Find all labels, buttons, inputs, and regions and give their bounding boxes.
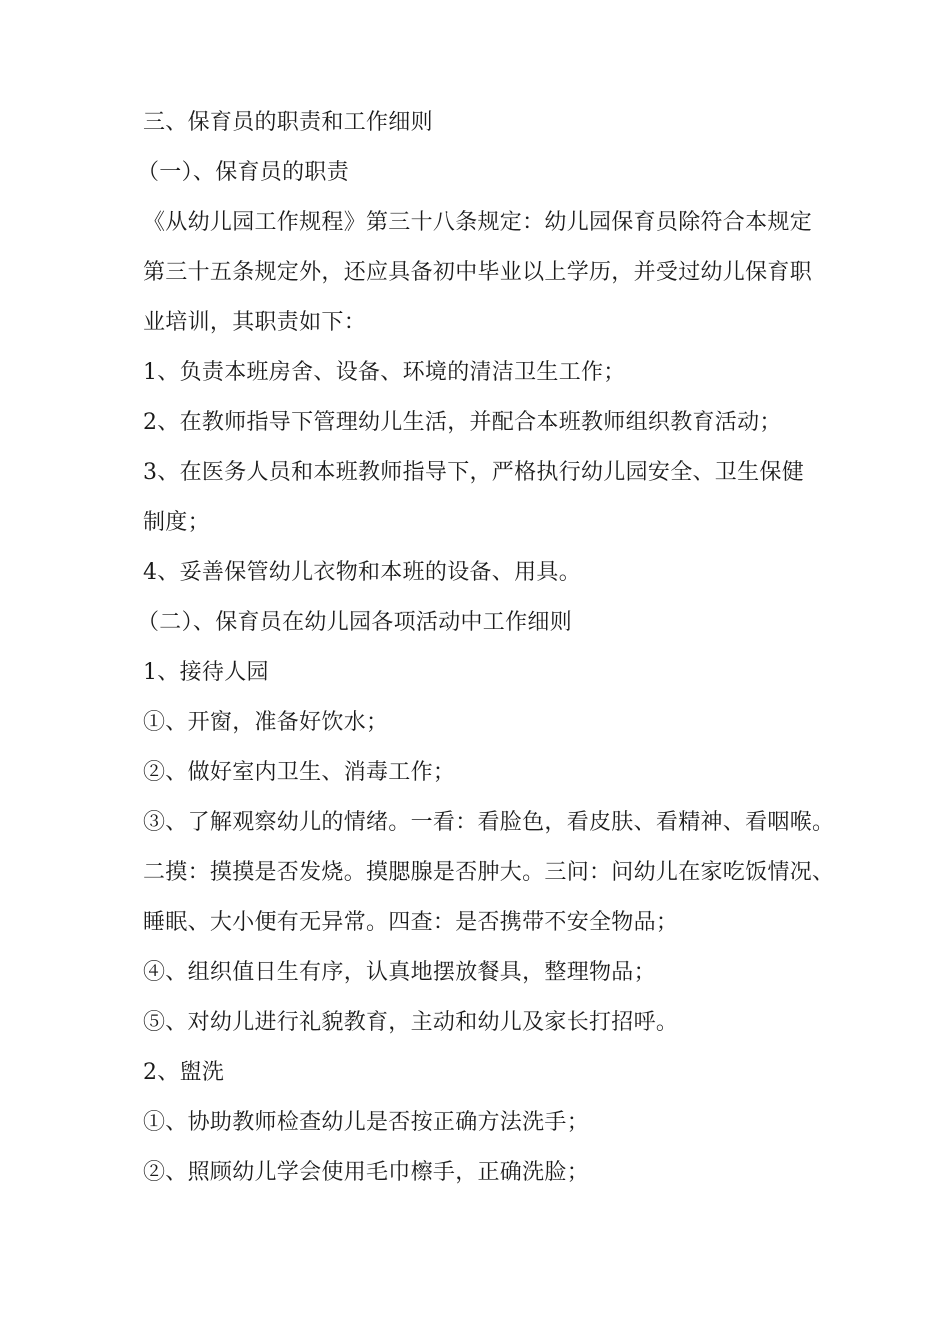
- subsection-heading: （二）、保育员在幼儿园各项活动中工作细则: [137, 610, 573, 635]
- sub-list-item: ①、协助教师检查幼儿是否按正确方法洗手；: [143, 1110, 590, 1135]
- sub-list-item: ②、做好室内卫生、消毒工作；: [143, 760, 456, 785]
- list-item: 4、妥善保管幼儿衣物和本班的设备、用具。: [143, 560, 581, 585]
- list-item: 2、在教师指导下管理幼儿生活，并配合本班教师组织教育活动；: [143, 410, 782, 435]
- paragraph-line: 业培训，其职责如下：: [143, 310, 367, 335]
- sub-list-item: ③、了解观察幼儿的情绪。一看：看脸色，看皮肤、看精神、看咽喉。: [143, 810, 835, 835]
- sub-list-item: ④、组织值日生有序，认真地摆放餐具，整理物品；: [143, 960, 656, 985]
- paragraph-line: 二摸：摸摸是否发烧。摸腮腺是否肿大。三问：问幼儿在家吃饭情况、: [143, 860, 835, 885]
- list-item: 1、负责本班房舍、设备、环境的清洁卫生工作；: [143, 360, 626, 385]
- paragraph-line: 《从幼儿园工作规程》第三十八条规定：幼儿园保育员除符合本规定: [143, 210, 813, 235]
- document-body: [137, 98, 835, 1198]
- sub-list-item: ①、开窗，准备好饮水；: [143, 710, 389, 735]
- list-item: 1、接待人园: [143, 660, 269, 685]
- sub-list-item: ②、照顾幼儿学会使用毛巾檫手，正确洗脸；: [143, 1160, 590, 1185]
- paragraph-line: 第三十五条规定外，还应具备初中毕业以上学历，并受过幼儿保育职: [143, 260, 813, 285]
- section-heading: 三、保育员的职责和工作细则: [143, 110, 433, 135]
- list-item-continuation: 制度；: [143, 510, 210, 535]
- paragraph-line: 睡眠、大小便有无异常。四查：是否携带不安全物品；: [143, 910, 679, 935]
- subsection-heading: （一）、保育员的职责: [137, 160, 350, 185]
- sub-list-item: ⑤、对幼儿进行礼貌教育，主动和幼儿及家长打招呼。: [143, 1010, 679, 1035]
- list-item: 3、在医务人员和本班教师指导下，严格执行幼儿园安全、卫生保健: [143, 460, 804, 485]
- list-item: 2、盥洗: [143, 1060, 225, 1085]
